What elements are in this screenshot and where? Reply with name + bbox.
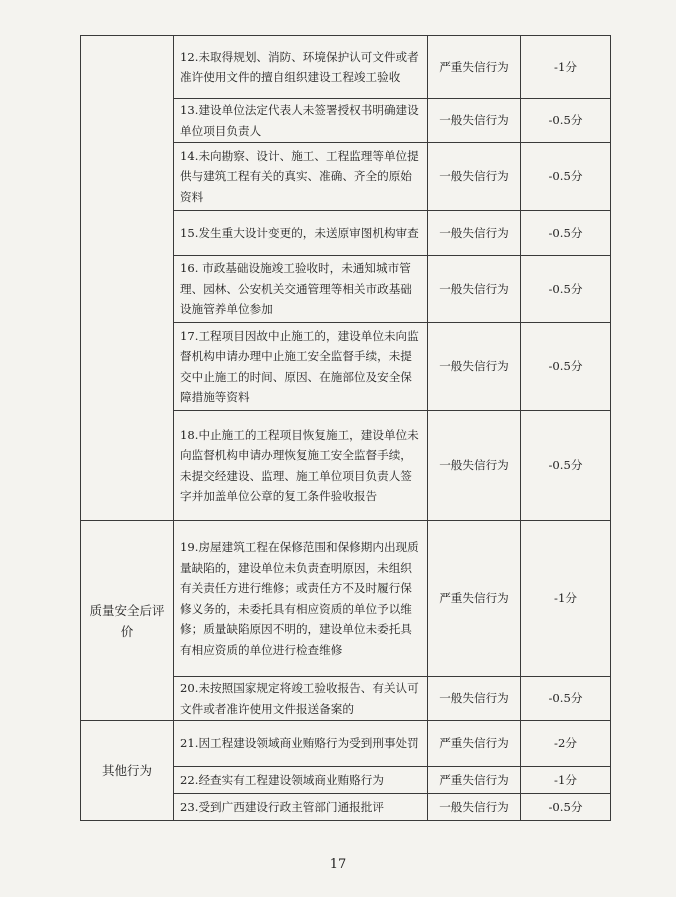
deduction-score: -0.5分	[521, 794, 611, 821]
deduction-score: -0.5分	[521, 211, 611, 256]
item-cell	[174, 767, 428, 794]
category-cell	[81, 521, 174, 721]
violation-level: 一般失信行为	[428, 323, 521, 411]
violation-level: 一般失信行为	[428, 143, 521, 211]
item-text: 23.受到广西建设行政主管部门通报批评	[180, 799, 384, 814]
deduction-score: -0.5分	[521, 411, 611, 521]
item-text: 21.因工程建设领域商业贿赂行为受到刑事处罚	[180, 736, 419, 751]
deduction-score: -0.5分	[521, 323, 611, 411]
item-text: 13.建设单位法定代表人未签署授权书明确建设单位项目负责人	[180, 103, 419, 138]
item-text: 22.经查实有工程建设领域商业贿赂行为	[180, 772, 384, 787]
deduction-score: -0.5分	[521, 99, 611, 143]
deduction-score: -0.5分	[521, 256, 611, 323]
category-label: 其他行为	[101, 763, 152, 778]
item-cell	[174, 794, 428, 821]
item-cell	[174, 521, 428, 677]
violation-level: 一般失信行为	[428, 794, 521, 821]
violation-level: 严重失信行为	[428, 721, 521, 767]
item-cell	[174, 256, 428, 323]
item-text: 19.房屋建筑工程在保修范围和保修期内出现质量缺陷的，建设单位未负责查明原因，未组织有关责任方进行维修；或责任方不及时履行保修义务的，未委托具有相应资质的单位予以维修；质量缺陷原因不明的，建设单位未委托具有相应资质的单位进行检查维修	[180, 540, 419, 657]
item-cell	[174, 721, 428, 767]
deduction-score: -0.5分	[521, 677, 611, 721]
deduction-score: -1分	[521, 521, 611, 677]
deduction-score: -1分	[521, 36, 611, 99]
item-text: 16. 市政基础设施竣工验收时，未通知城市管理、园林、公安机关交通管理等相关市政基础设施管养单位参加	[180, 261, 412, 317]
item-cell	[174, 99, 428, 143]
table-row	[81, 521, 611, 677]
item-text: 14.未向勘察、设计、施工、工程监理等单位提供与建筑工程有关的真实、准确、齐全的原始资料	[180, 148, 419, 204]
category-cell	[81, 36, 174, 521]
violation-level: 严重失信行为	[428, 767, 521, 794]
item-cell	[174, 36, 428, 99]
category-cell	[81, 721, 174, 821]
violation-level: 一般失信行为	[428, 677, 521, 721]
table-row	[81, 36, 611, 99]
item-cell	[174, 211, 428, 256]
page-number: 17	[329, 857, 347, 872]
table-row	[81, 721, 611, 767]
item-text: 12.未取得规划、消防、环境保护认可文件或者准许使用文件的擅自组织建设工程竣工验收	[180, 49, 419, 84]
deduction-score: -2分	[521, 721, 611, 767]
item-cell	[174, 411, 428, 521]
violation-level: 一般失信行为	[428, 411, 521, 521]
item-text: 20.未按照国家规定将竣工验收报告、有关认可文件或者准许使用文件报送备案的	[180, 681, 419, 716]
item-text: 18.中止施工的工程项目恢复施工，建设单位未向监督机构申请办理恢复施工安全监督手续，未提交经建设、监理、施工单位项目负责人签字并加盖单位公章的复工条件验收报告	[180, 427, 419, 503]
item-text: 15.发生重大设计变更的，未送原审图机构审查	[180, 225, 419, 240]
category-label: 质量安全后评价	[89, 602, 165, 639]
violation-level: 严重失信行为	[428, 36, 521, 99]
item-cell	[174, 143, 428, 211]
item-text: 17.工程项目因故中止施工的，建设单位未向监督机构申请办理中止施工安全监督手续，未提交中止施工的时间、原因、在施部位及安全保障措施等资料	[180, 328, 419, 404]
violation-level: 严重失信行为	[428, 521, 521, 677]
violation-level: 一般失信行为	[428, 256, 521, 323]
credit-evaluation-table	[80, 35, 611, 821]
violation-level: 一般失信行为	[428, 211, 521, 256]
deduction-score: -0.5分	[521, 143, 611, 211]
item-cell	[174, 677, 428, 721]
item-cell	[174, 323, 428, 411]
deduction-score: -1分	[521, 767, 611, 794]
violation-level: 一般失信行为	[428, 99, 521, 143]
